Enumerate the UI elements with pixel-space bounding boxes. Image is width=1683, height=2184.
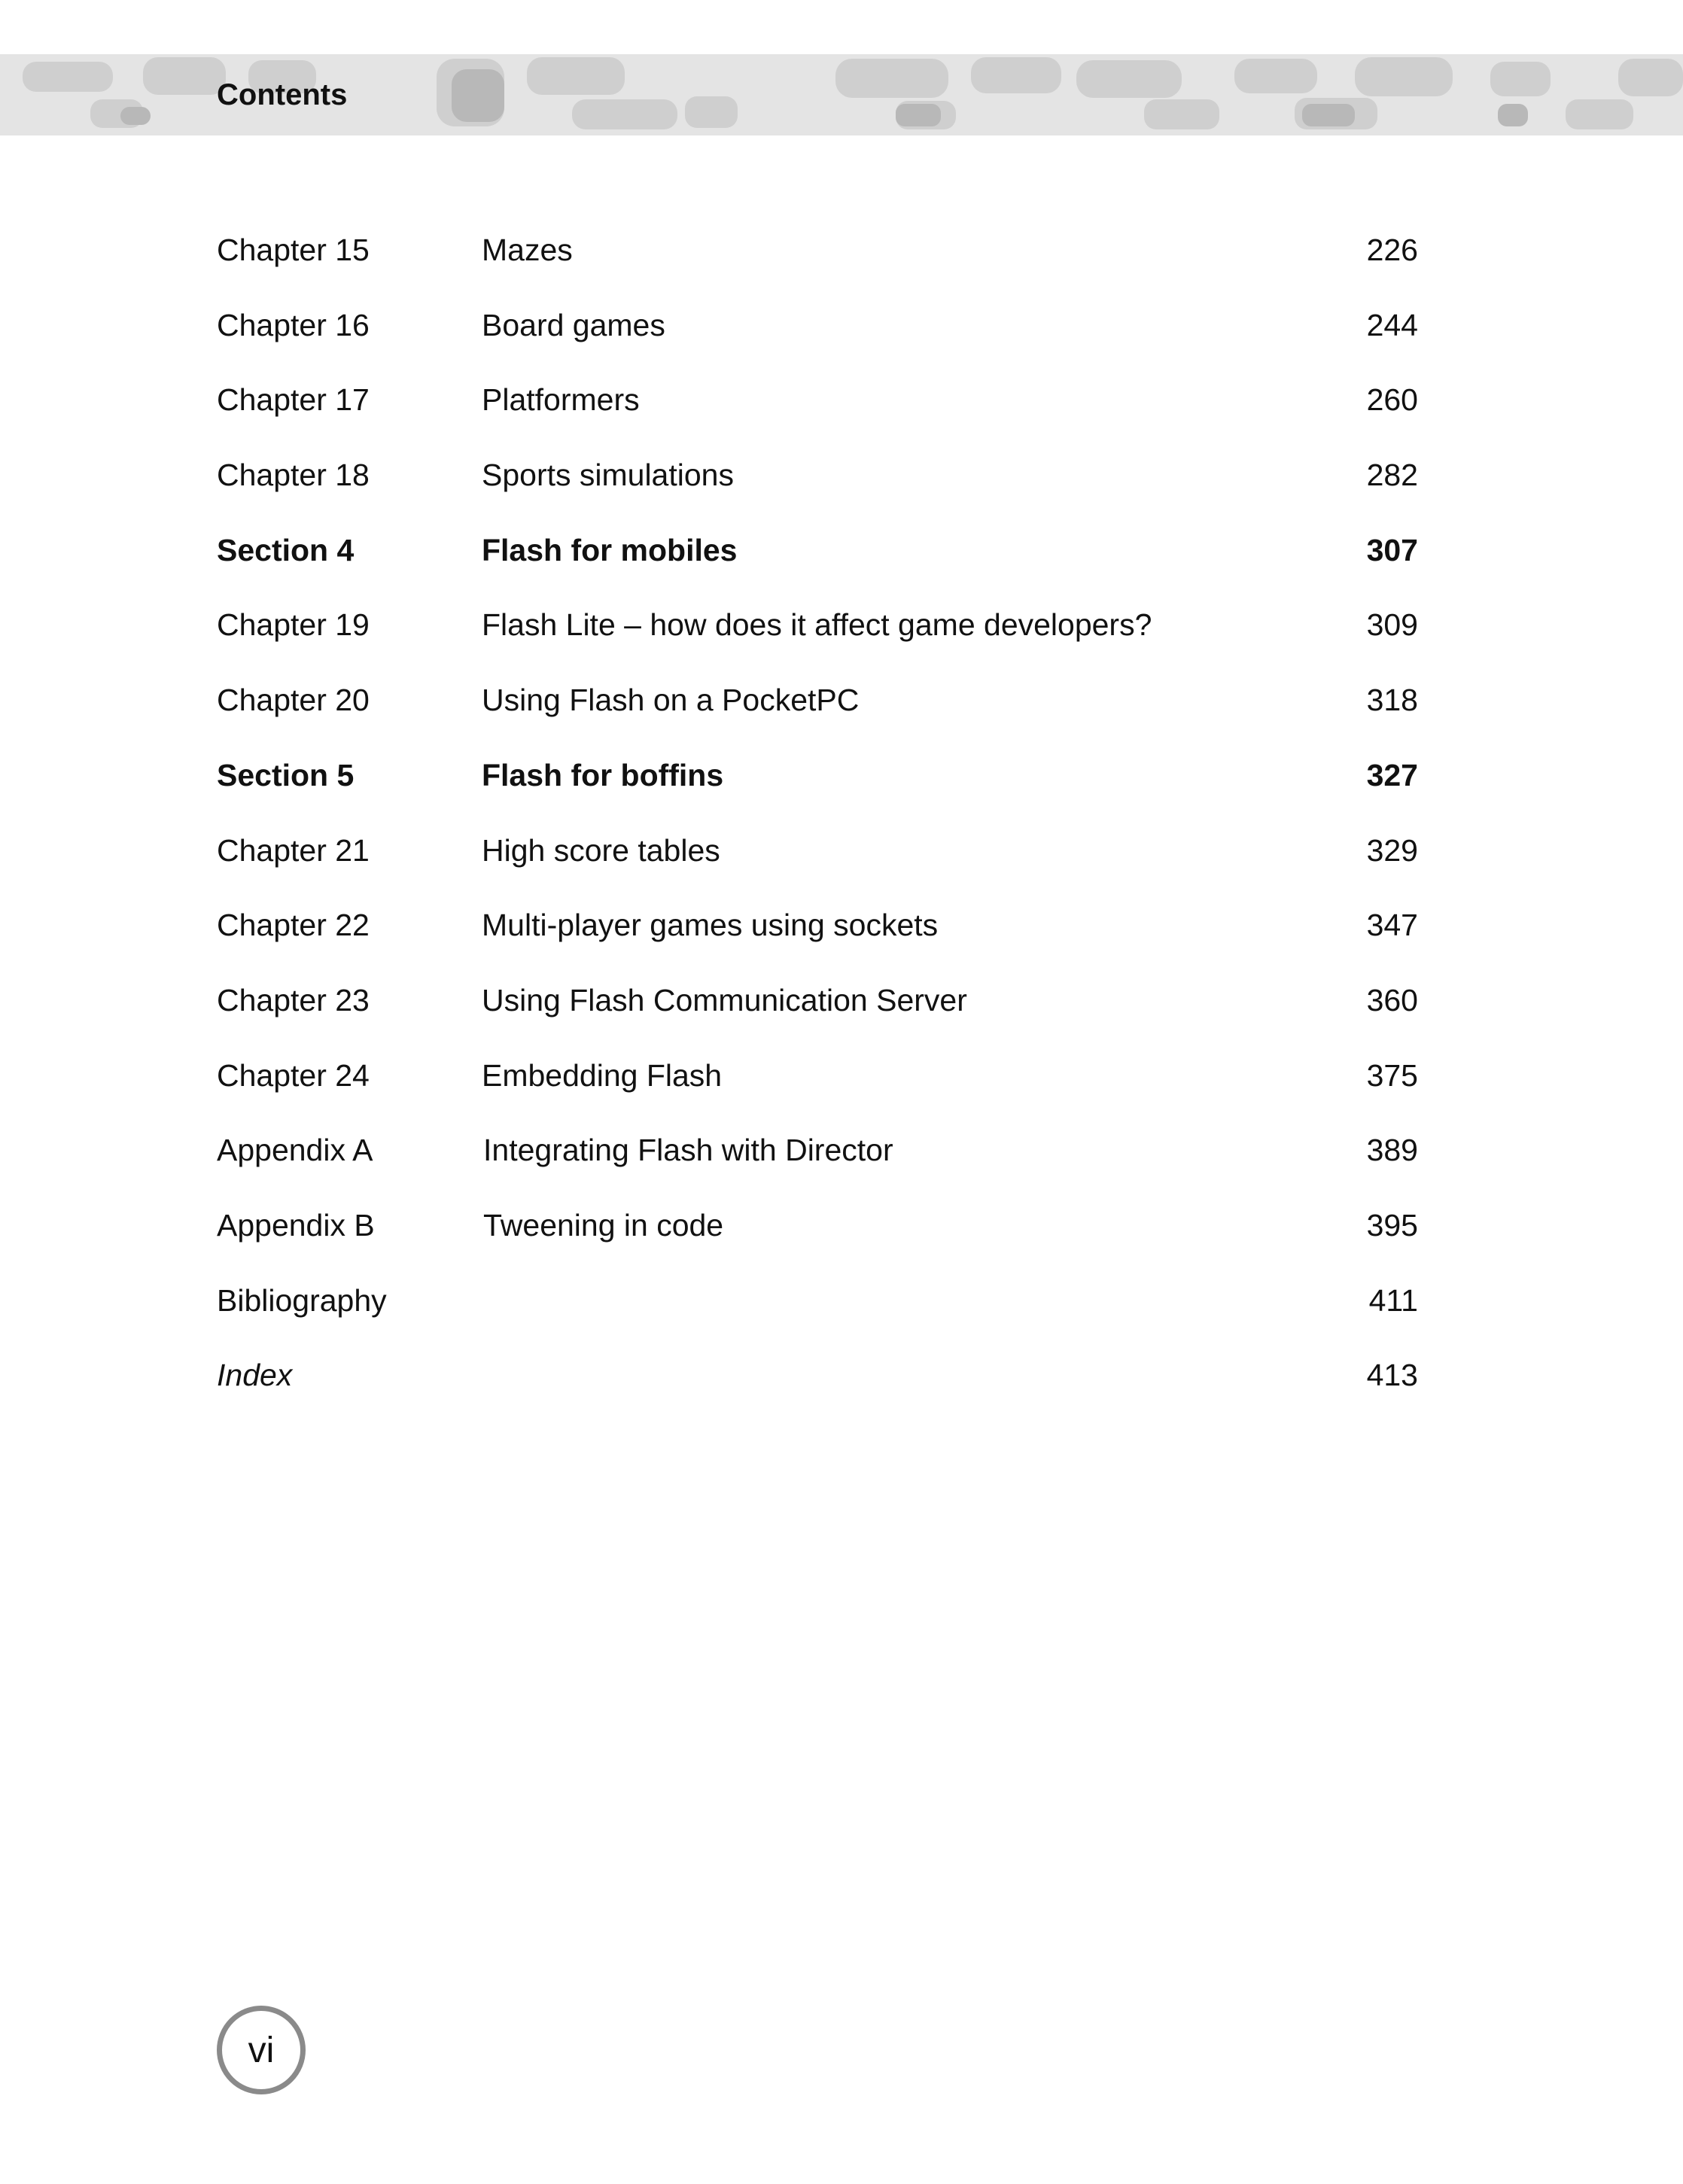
- toc-entry: [217, 1351, 1421, 1426]
- table-of-contents: [217, 226, 1421, 1426]
- toc-entry-page: 282: [1366, 458, 1418, 493]
- toc-entry-page: 411: [1368, 1282, 1418, 1318]
- toc-entry-page: 307: [1366, 532, 1418, 567]
- toc-section-entry: [217, 526, 1421, 601]
- toc-entry-label: Section 4: [217, 532, 355, 567]
- toc-entry-title: Integrating Flash with Director: [483, 1133, 893, 1168]
- toc-entry: [217, 1051, 1421, 1127]
- toc-entry: [217, 826, 1421, 902]
- toc-entry-title: Using Flash on a PocketPC: [482, 683, 860, 718]
- toc-entry-title: Tweening in code: [483, 1207, 724, 1243]
- toc-entry-label: Chapter 17: [217, 382, 370, 418]
- toc-entry: [217, 301, 1421, 376]
- toc-entry-title: Embedding Flash: [482, 1057, 723, 1093]
- toc-entry-title: Platformers: [482, 382, 640, 418]
- toc-entry-title: Using Flash Communication Server: [482, 982, 967, 1017]
- toc-entry-page: 360: [1366, 982, 1418, 1017]
- toc-entry-page: 226: [1366, 233, 1418, 267]
- toc-entry-title: Board games: [482, 307, 665, 342]
- toc-entry-page: 375: [1366, 1057, 1418, 1093]
- toc-entry-page: 309: [1366, 607, 1418, 643]
- toc-entry-page: 318: [1366, 683, 1418, 718]
- toc-entry: [217, 901, 1421, 976]
- toc-entry-page: 389: [1366, 1133, 1418, 1168]
- toc-entry-page: 260: [1366, 382, 1418, 418]
- toc-entry-label: Chapter 15: [217, 233, 370, 267]
- toc-entry-label: Index: [217, 1358, 293, 1393]
- toc-entry: [217, 601, 1421, 676]
- page-number-badge: [217, 2006, 306, 2094]
- toc-entry-title: High score tables: [482, 832, 720, 868]
- toc-entry-label: Chapter 22: [217, 908, 370, 943]
- toc-entry-label: Chapter 24: [217, 1057, 370, 1093]
- toc-entry-label: Section 5: [217, 757, 355, 792]
- toc-entry: [217, 1201, 1421, 1276]
- toc-entry-title: Sports simulations: [482, 458, 734, 493]
- toc-entry: [217, 676, 1421, 751]
- toc-entry-label: Appendix B: [217, 1207, 375, 1243]
- toc-entry-page: 244: [1366, 307, 1418, 342]
- toc-entry-label: Chapter 16: [217, 307, 370, 342]
- toc-entry-page: 395: [1366, 1207, 1418, 1243]
- toc-entry-page: 329: [1366, 832, 1418, 868]
- toc-entry-label: Chapter 18: [217, 458, 370, 493]
- toc-entry-label: Chapter 20: [217, 683, 370, 718]
- toc-entry: [217, 226, 1421, 301]
- toc-entry-page: 327: [1366, 757, 1418, 792]
- toc-entry-title: Multi-player games using sockets: [482, 908, 939, 943]
- running-header-title: Contents: [217, 78, 348, 111]
- toc-entry: [217, 451, 1421, 526]
- toc-entry-label: Appendix A: [217, 1133, 373, 1168]
- toc-entry-title: Flash for mobiles: [482, 532, 738, 567]
- toc-entry: [217, 1276, 1421, 1352]
- toc-entry: [217, 376, 1421, 451]
- toc-entry-label: Chapter 21: [217, 832, 370, 868]
- toc-entry-page: 413: [1366, 1358, 1418, 1393]
- toc-entry-label: Bibliography: [217, 1282, 387, 1318]
- page-number: vi: [248, 2030, 275, 2070]
- toc-entry-title: Mazes: [482, 233, 573, 267]
- toc-entry: [217, 1126, 1421, 1201]
- toc-section-entry: [217, 751, 1421, 826]
- toc-entry-label: Chapter 23: [217, 982, 370, 1017]
- toc-entry-label: Chapter 19: [217, 607, 370, 643]
- toc-entry: [217, 976, 1421, 1051]
- toc-entry-title: Flash for boffins: [482, 757, 724, 792]
- toc-entry-title: Flash Lite – how does it affect game developers?: [482, 607, 1152, 643]
- toc-entry-page: 347: [1366, 908, 1418, 943]
